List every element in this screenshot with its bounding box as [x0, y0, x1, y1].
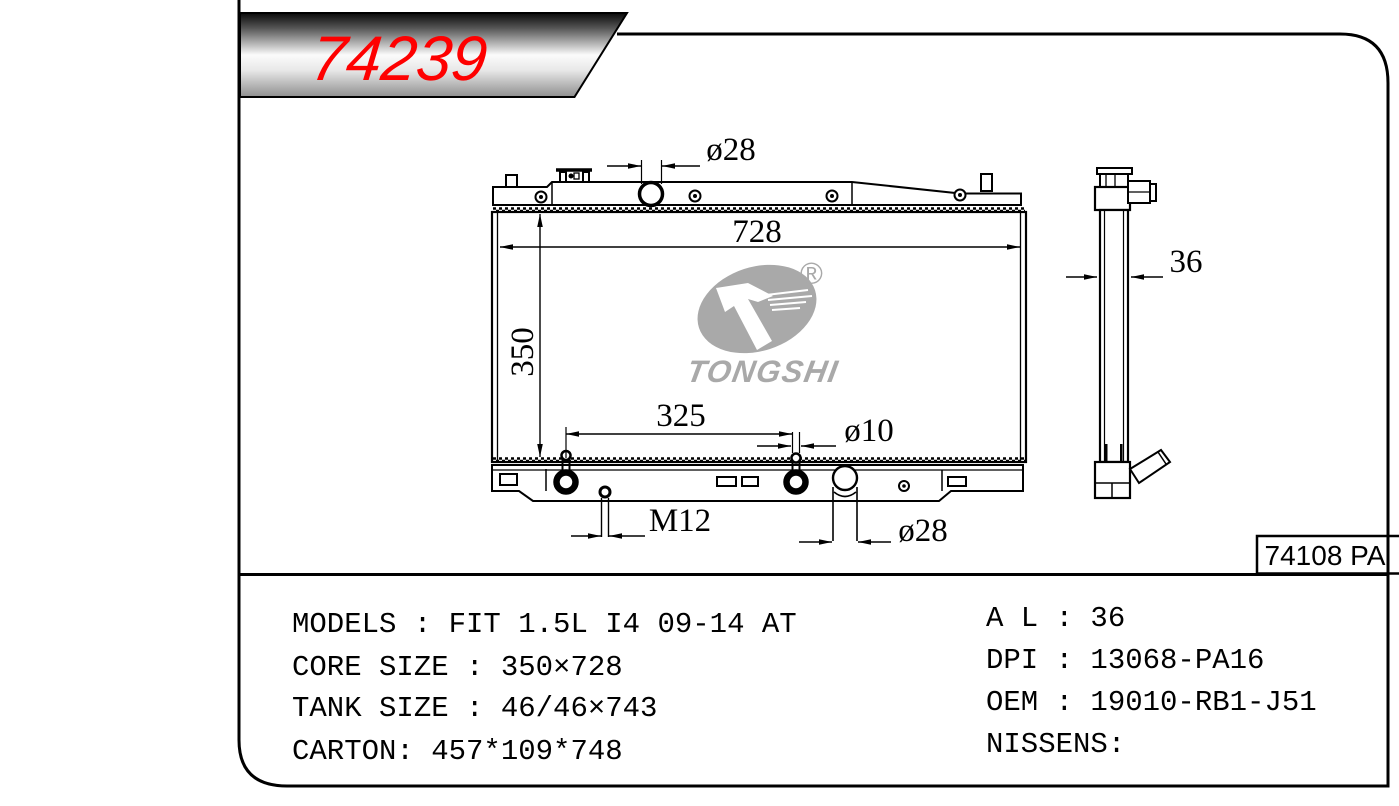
dim-outlet-diameter: ø28	[898, 513, 948, 549]
right-bracket-slot	[948, 477, 966, 486]
dim-core-width: 728	[732, 214, 782, 250]
tank-window	[742, 477, 758, 486]
filler-neck	[556, 170, 592, 182]
spec-al: A L : 36	[986, 602, 1126, 635]
tank-window	[717, 477, 736, 486]
radiator-side-view	[1095, 168, 1170, 498]
plate-code-text: 74108 PA	[1264, 540, 1386, 571]
dim-inlet-diameter: ø28	[706, 132, 756, 168]
spec-dpi: DPI : 13068-PA16	[986, 644, 1265, 677]
side-filler-cap	[1095, 168, 1156, 210]
watermark-logo	[684, 250, 841, 389]
dim-core-height: 350	[505, 327, 541, 377]
dim-thickness: 36	[1169, 244, 1203, 280]
core-top-serration	[493, 209, 1025, 212]
spec-tank-size: TANK SIZE : 46/46×743	[292, 692, 658, 725]
spec-core-size: CORE SIZE : 350×728	[292, 651, 623, 684]
side-outlet-pipe	[1130, 450, 1170, 483]
spec-oem: OEM : 19010-RB1-J51	[986, 686, 1317, 719]
watermark-brand-text: TONGSHI	[684, 354, 842, 389]
top-right-tab	[981, 174, 992, 191]
registered-trademark-icon: ®	[800, 256, 823, 291]
drain-plug	[600, 487, 610, 537]
top-left-tab	[506, 175, 517, 187]
dim-pin-diameter: ø10	[844, 413, 894, 449]
core-bottom-serration	[493, 459, 1025, 462]
spec-carton: CARTON: 457*109*748	[292, 735, 623, 768]
outlet-pipe	[833, 466, 857, 541]
inlet-hole	[640, 183, 663, 206]
dim-drain-thread: M12	[648, 503, 712, 539]
spec-models: MODELS : FIT 1.5L I4 09-14 AT	[292, 608, 797, 641]
dim-pin-spacing: 325	[656, 398, 706, 434]
part-code-plate	[1257, 536, 1399, 574]
part-number-banner	[240, 13, 627, 97]
spec-nissens: NISSENS:	[986, 728, 1126, 761]
part-number-text: 74239	[307, 24, 491, 94]
left-bracket-slot	[500, 474, 517, 485]
top-tank-outline	[493, 182, 1021, 205]
